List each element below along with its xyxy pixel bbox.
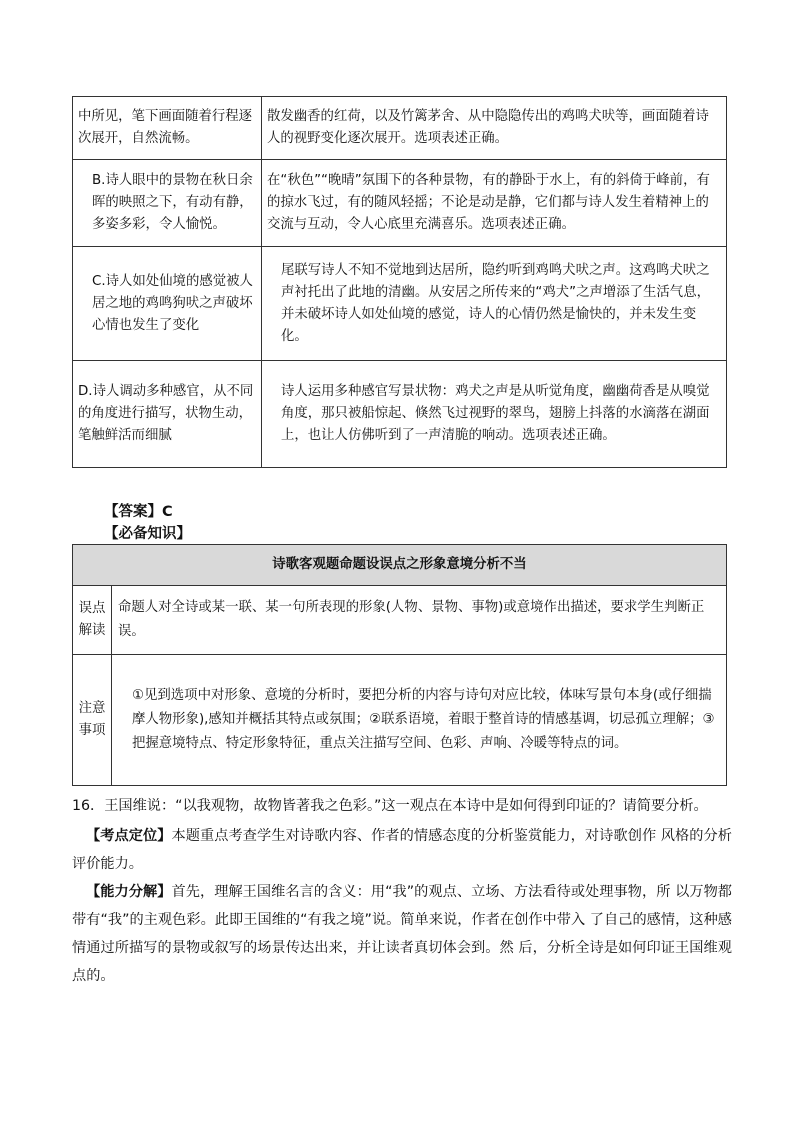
table-row	[73, 97, 727, 160]
option-cell: D.诗人调动多种感官，从不同的角度进行描写，状物生动，笔触鲜活而细腻	[73, 361, 262, 468]
knowledge-label: 【必备知识】	[104, 526, 191, 542]
option-analysis-table	[72, 96, 727, 468]
option-b-text: B.诗人眼中的景物在秋日余晖的映照之下，有动有静，多姿多彩，令人愉悦。	[92, 173, 253, 232]
row-header: 注意事项	[73, 655, 112, 786]
analysis-cell	[262, 361, 727, 468]
kaodian-text: 本题重点考查学生对诗歌内容、作者的情感态度的分析鉴赏能力，对诗歌创作 风格的分析评价能力。	[72, 828, 732, 872]
knowledge-table-title: 诗歌客观题命题设误点之形象意境分析不当	[73, 545, 727, 586]
analysis-cell	[262, 247, 727, 361]
analysis-cell: 散发幽香的红荷，以及竹篱茅舍、从中隐隐传出的鸡鸣犬吠等，画面随着诗人的视野变化逐次展开。选项表述正确。	[262, 97, 727, 160]
question-16: 16．王国维说：“以我观物，故物皆著我之色彩。”这一观点在本诗中是如何得到印证的？请简要分析。	[72, 798, 708, 814]
table-row	[73, 586, 727, 655]
option-cell	[73, 160, 262, 247]
kaodian-label: 【考点定位】	[86, 828, 172, 844]
table-row	[73, 160, 727, 247]
nengli-text: 首先，理解王国维名言的含义：用“我”的观点、立场、方法看待或处理事物，所 以万物都带有“我”的主观色彩。此即王国维的“有我之境”说。简单来说，作者在创作中带入 了自己的感情，这种感情通过所描写的景物或叙写的场景传达出来，并让读者真切体会到。然 后，分析全诗是如何印证王国维观点的。	[72, 884, 732, 984]
option-cell: 中所见，笔下画面随着行程逐次展开，自然流畅。	[73, 97, 262, 160]
table-row	[73, 361, 727, 468]
table-row	[73, 247, 727, 361]
nengli-label: 【能力分解】	[86, 884, 172, 900]
table-row	[73, 655, 727, 786]
answer-label: 【答案】C	[104, 504, 173, 520]
nengli-paragraph	[72, 878, 732, 990]
row-header: 误点解读	[73, 586, 112, 655]
table-header-row	[73, 545, 727, 586]
knowledge-table	[72, 544, 727, 786]
kaodian-paragraph	[72, 822, 732, 878]
analysis-c-text: 尾联写诗人不知不觉地到达居所，隐约听到鸡鸣犬吠之声。这鸡鸣犬吠之声衬托出了此地的清幽。从安居之所传来的“鸡犬”之声增添了生活气息，并未破坏诗人如处仙境的感觉，诗人的心情仍然是愉快的，并未发生变化。	[281, 262, 710, 344]
row-content	[112, 655, 727, 786]
option-c-text: C.诗人如处仙境的感觉被人居之地的鸡鸣狗吠之声破坏心情也发生了变化	[92, 273, 253, 333]
analysis-cell: 在“秋色”“晚晴”氛围下的各种景物，有的静卧于水上，有的斜倚于峰前，有的掠水飞过，有的随风轻摇；不论是动是静，它们都与诗人发生着精神上的交流与互动，令人心底里充满喜乐。选项表述正确。	[262, 160, 727, 247]
option-cell	[73, 247, 262, 361]
row-content: 命题人对全诗或某一联、某一句所表现的形象(人物、景物、事物)或意境作出描述，要求学生判断正误。	[112, 586, 727, 655]
notes-text: ①见到选项中对形象、意境的分析时，要把分析的内容与诗句对应比较，体味写景句本身(或仔细揣摩人物形象),感知并概括其特点或氛围；②联系语境，着眼于整首诗的情感基调，切忌孤立理解；③把握意境特点、特定形象特征，重点关注描写空间、色彩、声响、冷暖等特点的词。	[132, 688, 715, 751]
analysis-d-text: 诗人运用多种感官写景状物：鸡犬之声是从听觉角度，幽幽荷香是从嗅觉角度，那只被船惊起、倏然飞过视野的翠鸟，翅膀上抖落的水滴落在湖面上，也让人仿佛听到了一声清脆的响动。选项表述正确。	[281, 384, 710, 443]
